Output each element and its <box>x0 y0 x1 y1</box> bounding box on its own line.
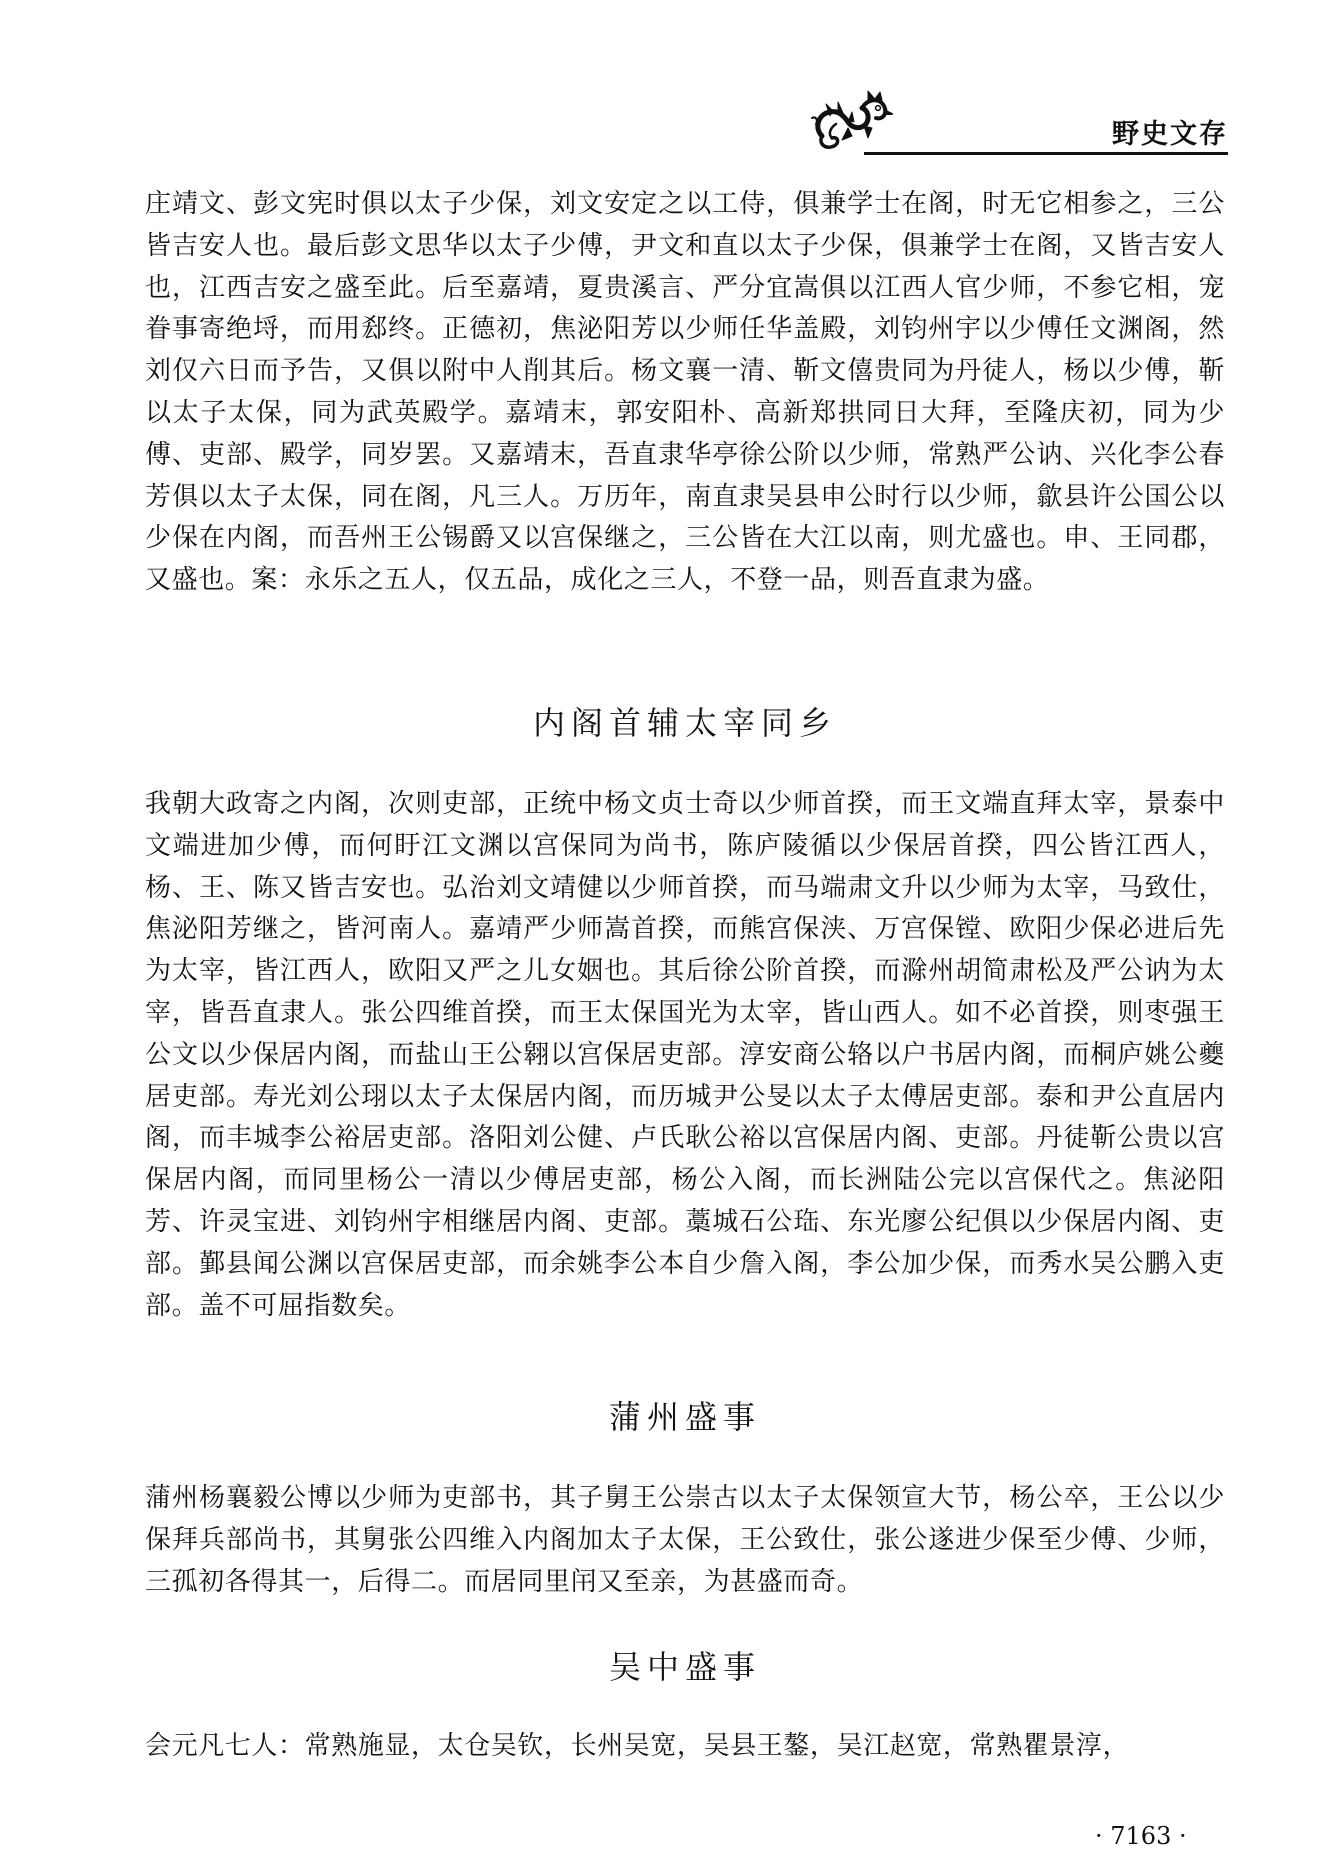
section-heading-cabinet: 内阁首辅太宰同乡 <box>532 704 837 742</box>
paragraph-wuzhong: 会元凡七人：常熟施显，太仓吴钦，长州吴宽，吴县王鏊，吴江赵宽，常熟瞿景淳， <box>145 1731 1130 1761</box>
page-number: · 7163 · <box>1095 1822 1187 1850</box>
header-rule <box>864 152 1228 155</box>
paragraph-continued: 庄靖文、彭文宪时俱以太子少保，刘文安定之以工侍，俱兼学士在阁，时无它相参之，三公皆吉安人也。最后彭文思华以太子少傅，尹文和直以太子少保，俱兼学士在阁，又皆吉安人也，江西吉安之盛至此。后至嘉靖，夏贵溪言、严分宜嵩俱以江西人官少师，不参它相，宠眷事寄绝埒，而用郄终。正德初，焦泌阳芳以少师任华盖殿，刘钧州宇以少傅任文渊阁，然刘仅六日而予告，又俱以附中人削其后。杨文襄一清、靳文僖贵同为丹徒人，杨以少傅，靳以太子太保，同为武英殿学。嘉靖末，郭安阳朴、高新郑拱同日大拜，至隆庆初，同为少傅、吏部、殿学，同岁罢。又嘉靖末，吾直隶华亭徐公阶以少师，常熟严公讷、兴化李公春芳俱以太子太保，同在阁，凡三人。万历年，南直隶吴县申公时行以少师，歙县许公国公以少保在内阁，而吾州王公锡爵又以宫保继之，三公皆在大江以南，则尤盛也。申、王同郡，又盛也。案：永乐之五人，仅五品，成化之三人，不登一品，则吾直隶为盛。 <box>145 189 1225 596</box>
paragraph-puzhou: 蒲州杨襄毅公博以少师为吏部书，其子舅王公崇古以太子太保领宣大节，杨公卒，王公以少保拜兵部尚书，其舅张公四维入内阁加太子太保，王公致仕，张公遂进少保至少傅、少师，三孤初各得其一，后得二。而居同里闬又至亲，为甚盛而奇。 <box>145 1483 1225 1597</box>
dragon-icon <box>808 88 894 156</box>
paragraph-cabinet: 我朝大政寄之内阁，次则吏部，正统中杨文贞士奇以少师首揆，而王文端直拜太宰，景泰中文端进加少傅，而何盱江文渊以宫保同为尚书，陈庐陵循以少保居首揆，四公皆江西人，杨、王、陈又皆吉安也。弘治刘文靖健以少师首揆，而马端肃文升以少师为太宰，马致仕，焦泌阳芳继之，皆河南人。嘉靖严少师嵩首揆，而熊宫保浃、万宫保镗、欧阳少保必进后先为太宰，皆江西人，欧阳又严之儿女姻也。其后徐公阶首揆，而滁州胡简肃松及严公讷为太宰，皆吾直隶人。张公四维首揆，而王太保国光为太宰，皆山西人。如不必首揆，则枣强王公文以少保居内阁，而盐山王公翱以宫保居吏部。淳安商公辂以户书居内阁，而桐庐姚公夔居吏部。寿光刘公珝以太子太保居内阁，而历城尹公旻以太子太傅居吏部。泰和尹公直居内阁，而丰城李公裕居吏部。洛阳刘公健、卢氏耿公裕以宫保居内阁、吏部。丹徒靳公贵以宫保居内阁，而同里杨公一清以少傅居吏部，杨公入阁，而长洲陆公完以宫保代之。焦泌阳芳、许灵宝进、刘钧州宇相继居内阁、吏部。藁城石公珤、东光廖公纪俱以少保居内阁、吏部。鄞县闻公渊以宫保居吏部，而余姚李公本自少詹入阁，李公加少保，而秀水吴公鹏入吏部。盖不可屈指数矣。 <box>145 789 1225 1321</box>
running-header <box>808 88 1228 158</box>
section-heading-puzhou: 蒲州盛事 <box>608 1398 761 1436</box>
section-heading-wuzhong: 吴中盛事 <box>608 1648 761 1686</box>
series-title: 野史文存 <box>1112 119 1228 150</box>
